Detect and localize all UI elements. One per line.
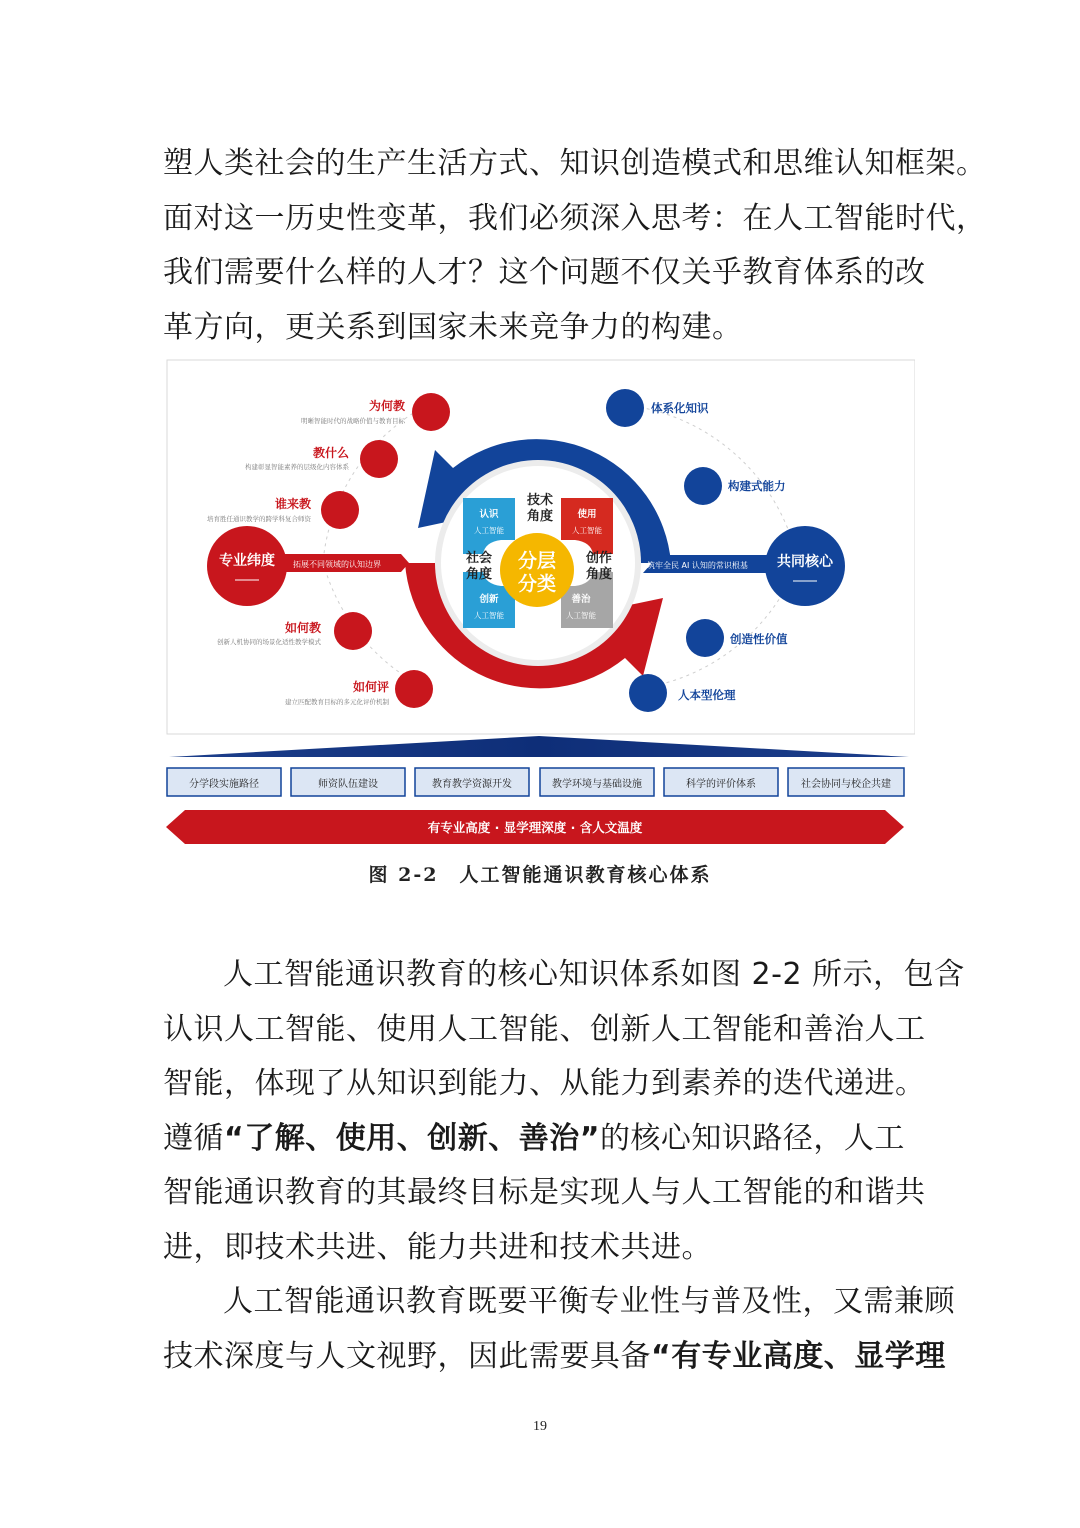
blue-dot-icon bbox=[629, 674, 667, 712]
core-label-2: 分类 bbox=[517, 573, 557, 595]
blue-dot-icon bbox=[606, 389, 644, 427]
text-line bbox=[163, 1112, 923, 1167]
angle-label-tech-1: 技术 bbox=[526, 493, 554, 508]
foundation-box-label: 社会协同与校企共建 bbox=[801, 779, 891, 790]
red-dot-icon bbox=[360, 440, 398, 478]
red-dot-icon bbox=[334, 612, 372, 650]
text-run: 的核心知识路径，人工 bbox=[599, 1120, 905, 1156]
angle-label-create-1: 创作 bbox=[585, 551, 613, 566]
left-item-title: 教什么 bbox=[312, 446, 349, 460]
left-item-desc: 建立匹配教育目标的多元化评价机制 bbox=[285, 698, 389, 706]
paragraph-balance bbox=[163, 1275, 955, 1384]
angle-label-create-2: 角度 bbox=[585, 567, 613, 582]
text-line: 人工智能通识教育既要平衡专业性与普及性，又需兼顾 bbox=[223, 1284, 955, 1319]
right-hub-title: 共同核心 bbox=[777, 554, 833, 570]
foundation-box-label: 教学环境与基础设施 bbox=[552, 779, 642, 790]
left-hub-title: 专业纬度 bbox=[219, 553, 275, 569]
left-item-desc: 明晰智能时代的战略价值与教育目标 bbox=[301, 417, 405, 425]
red-dot-icon bbox=[395, 670, 433, 708]
text-line: 塑人类社会的生产生活方式、知识创造模式和思维认知框架。 bbox=[163, 146, 987, 181]
blue-dot-icon bbox=[686, 619, 724, 657]
quad-br-label: 善治 bbox=[571, 594, 591, 605]
quad-tl-sub: 人工智能 bbox=[474, 526, 504, 535]
angle-label-tech-2: 角度 bbox=[526, 509, 554, 524]
left-item-desc: 培育胜任通识教学的跨学科复合师资 bbox=[207, 515, 311, 523]
text-line: 智能，体现了从知识到能力、从能力到素养的迭代递进。 bbox=[163, 1066, 926, 1101]
quad-bl-sub: 人工智能 bbox=[474, 611, 504, 620]
text-line: 革方向，更关系到国家未来竞争力的构建。 bbox=[163, 309, 743, 345]
left-item-title: 谁来教 bbox=[274, 497, 311, 511]
foundation-box-label: 科学的评价体系 bbox=[686, 779, 756, 790]
text-run: 技术深度与人文视野，因此需要具备 bbox=[163, 1338, 651, 1374]
paragraph-intro bbox=[163, 137, 987, 355]
foundation-box-label: 分学段实施路径 bbox=[189, 779, 259, 790]
foundation-boxes bbox=[167, 768, 904, 796]
text-line: 智能通识教育的其最终目标是实现人与人工智能的和谐共 bbox=[163, 1175, 926, 1210]
text-line: 进，即技术共进、能力共进和技术共进。 bbox=[163, 1229, 712, 1265]
quad-tr-sub: 人工智能 bbox=[572, 526, 602, 535]
core-label-1: 分层 bbox=[517, 550, 557, 572]
page-number: 19 bbox=[533, 1419, 547, 1434]
figure-caption: 图 2-2 人工智能通识教育核心体系 bbox=[368, 864, 712, 886]
paragraph-core-system bbox=[163, 948, 965, 1275]
foundation-box-label: 教育教学资源开发 bbox=[432, 779, 512, 790]
left-item-title: 如何教 bbox=[284, 621, 321, 635]
text-line: 我们需要什么样的人才？这个问题不仅关乎教育体系的改 bbox=[163, 255, 926, 290]
red-dot-icon bbox=[321, 491, 359, 529]
emphasis-quote: “有专业高度、显学理 bbox=[651, 1338, 946, 1374]
left-item-title: 如何评 bbox=[352, 680, 389, 694]
core-system-figure bbox=[163, 358, 915, 848]
left-item-title: 为何教 bbox=[368, 399, 405, 413]
quad-tr-label: 使用 bbox=[577, 509, 597, 520]
foundation-top-bar bbox=[169, 736, 909, 757]
red-dot-icon bbox=[412, 393, 450, 431]
left-item-desc: 构建彰显智能素养的层级化内容体系 bbox=[245, 463, 349, 471]
foundation-box-label: 师资队伍建设 bbox=[318, 779, 378, 790]
right-item-title: 构建式能力 bbox=[728, 479, 786, 493]
text-line: 人工智能通识教育的核心知识体系如图 2-2 所示，包含 bbox=[223, 957, 965, 992]
right-item-title: 人本型伦理 bbox=[678, 688, 736, 702]
quad-br-sub: 人工智能 bbox=[566, 611, 596, 620]
angle-label-society-2: 角度 bbox=[465, 567, 493, 582]
text-line: 面对这一历史性变革，我们必须深入思考：在人工智能时代， bbox=[163, 200, 987, 236]
text-line: 认识人工智能、使用人工智能、创新人工智能和善治人工 bbox=[163, 1011, 926, 1047]
right-hub-desc: 筑牢全民 AI 认知的常识根基 bbox=[647, 561, 748, 570]
left-hub-desc: 拓展不同领域的认知边界 bbox=[293, 560, 381, 569]
text-run: 遵循 bbox=[163, 1120, 224, 1156]
right-item-title: 创造性价值 bbox=[730, 632, 788, 646]
bottom-banner-text: 有专业高度 · 显学理深度 · 含人文温度 bbox=[427, 820, 643, 835]
text-line bbox=[163, 1330, 946, 1385]
quad-bl-label: 创新 bbox=[479, 594, 499, 605]
emphasis-path: “了解、使用、创新、善治” bbox=[224, 1120, 600, 1156]
blue-dot-icon bbox=[684, 467, 722, 505]
left-item-desc: 创新人机协同的场景化适性教学模式 bbox=[217, 638, 321, 646]
angle-label-society-1: 社会 bbox=[465, 551, 493, 566]
quad-tl-label: 认识 bbox=[479, 509, 499, 520]
right-item-title: 体系化知识 bbox=[651, 401, 709, 415]
